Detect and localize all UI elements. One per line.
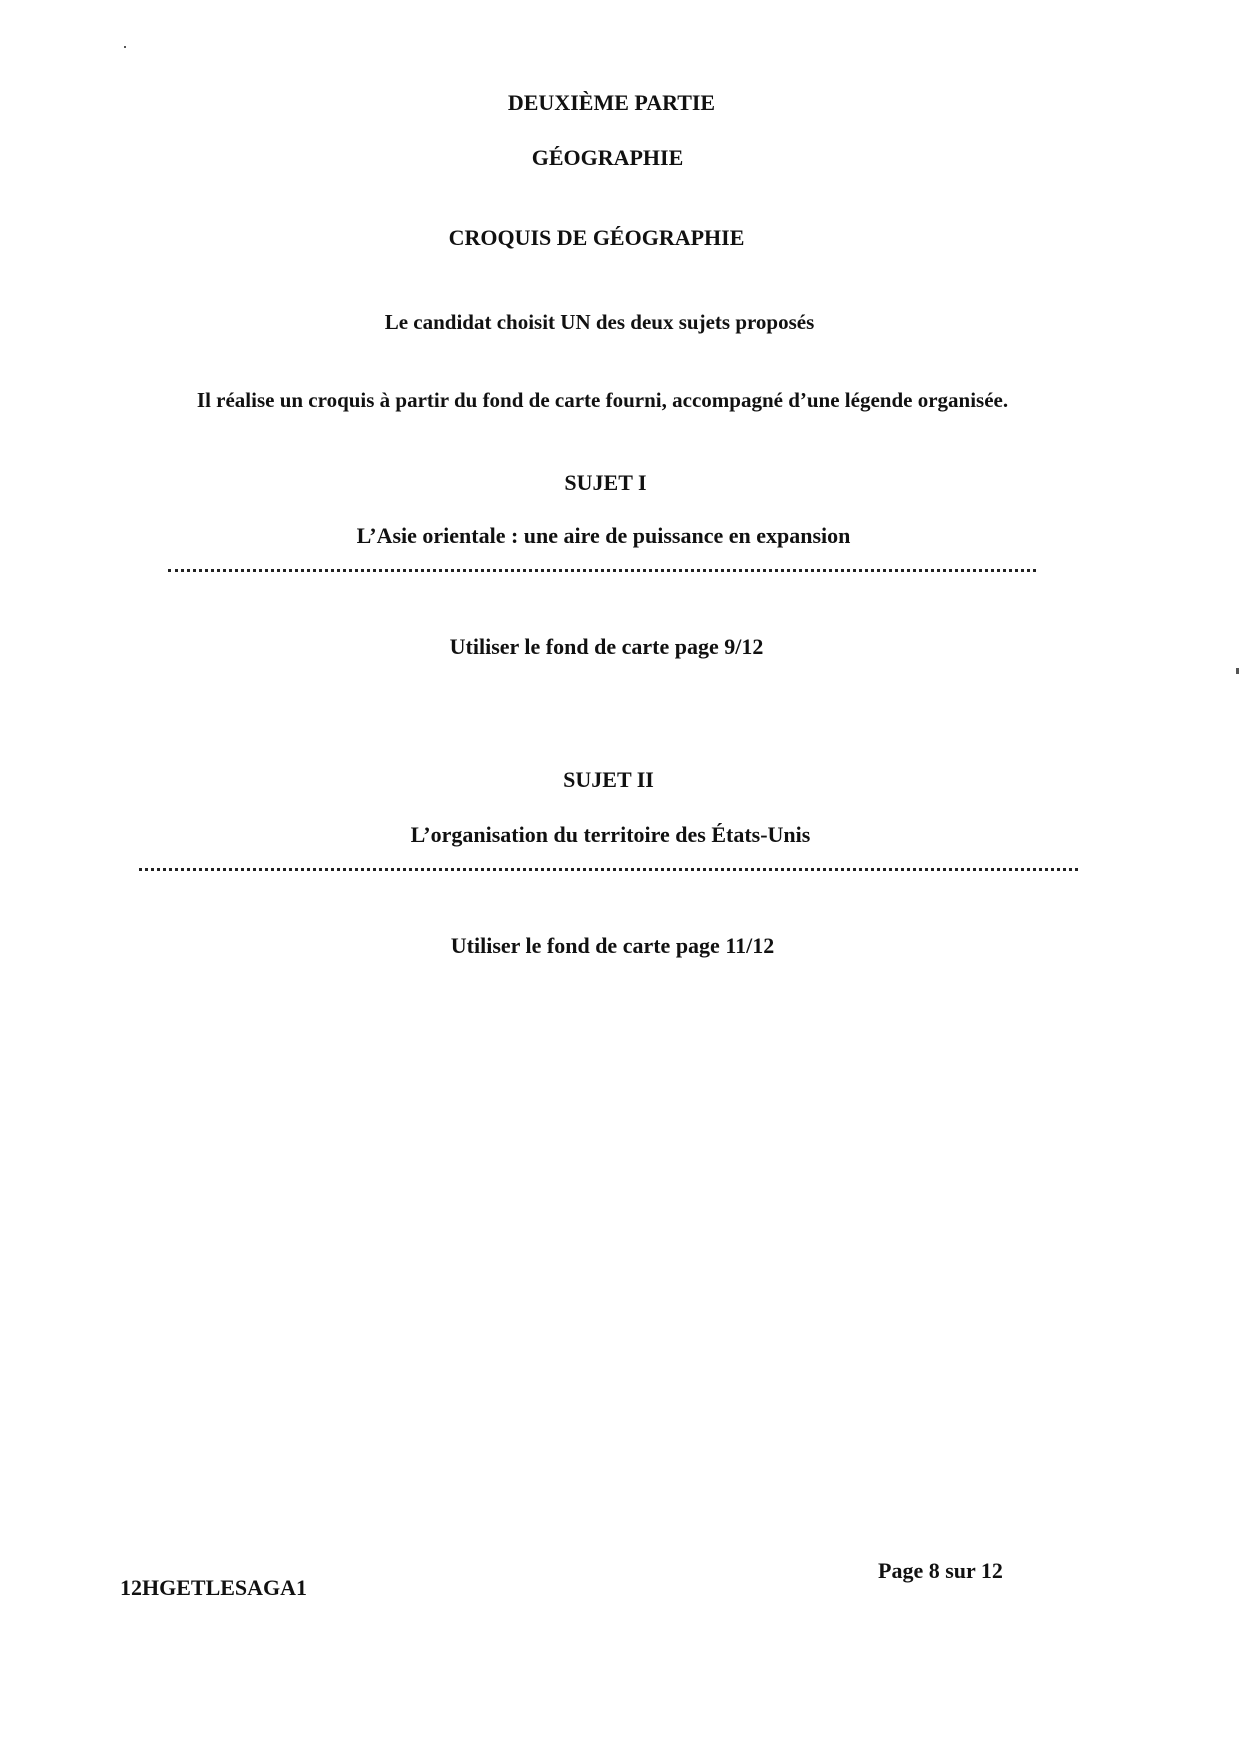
instruction-sketch: Il réalise un croquis à partir du fond de carte fourni, accompagné d’une légende organisée.: [196, 388, 1009, 412]
subject-2-title: L’organisation du territoire des États-Unis: [410, 822, 811, 847]
scan-speck: [124, 46, 126, 48]
subject-1-label: SUJET I: [564, 470, 647, 495]
subject-2-label: SUJET II: [563, 767, 654, 792]
page-number: Page 8 sur 12: [878, 1558, 1003, 1583]
scan-edge-mark: [1236, 668, 1239, 674]
exercise-title: CROQUIS DE GÉOGRAPHIE: [448, 225, 745, 250]
subject-1-title: L’Asie orientale : une aire de puissance en expansion: [356, 523, 851, 548]
instruction-choice: Le candidat choisit UN des deux sujets proposés: [384, 310, 815, 334]
subject-1-map-instruction: Utiliser le fond de carte page 9/12: [449, 634, 764, 659]
subject-1-dotted-line: [168, 569, 1036, 572]
discipline-title: GÉOGRAPHIE: [531, 145, 684, 170]
part-title: DEUXIÈME PARTIE: [507, 90, 716, 115]
subject-2-map-instruction: Utiliser le fond de carte page 11/12: [450, 933, 775, 958]
exam-code: 12HGETLESAGA1: [120, 1575, 308, 1600]
subject-2-dotted-line: [139, 868, 1078, 871]
